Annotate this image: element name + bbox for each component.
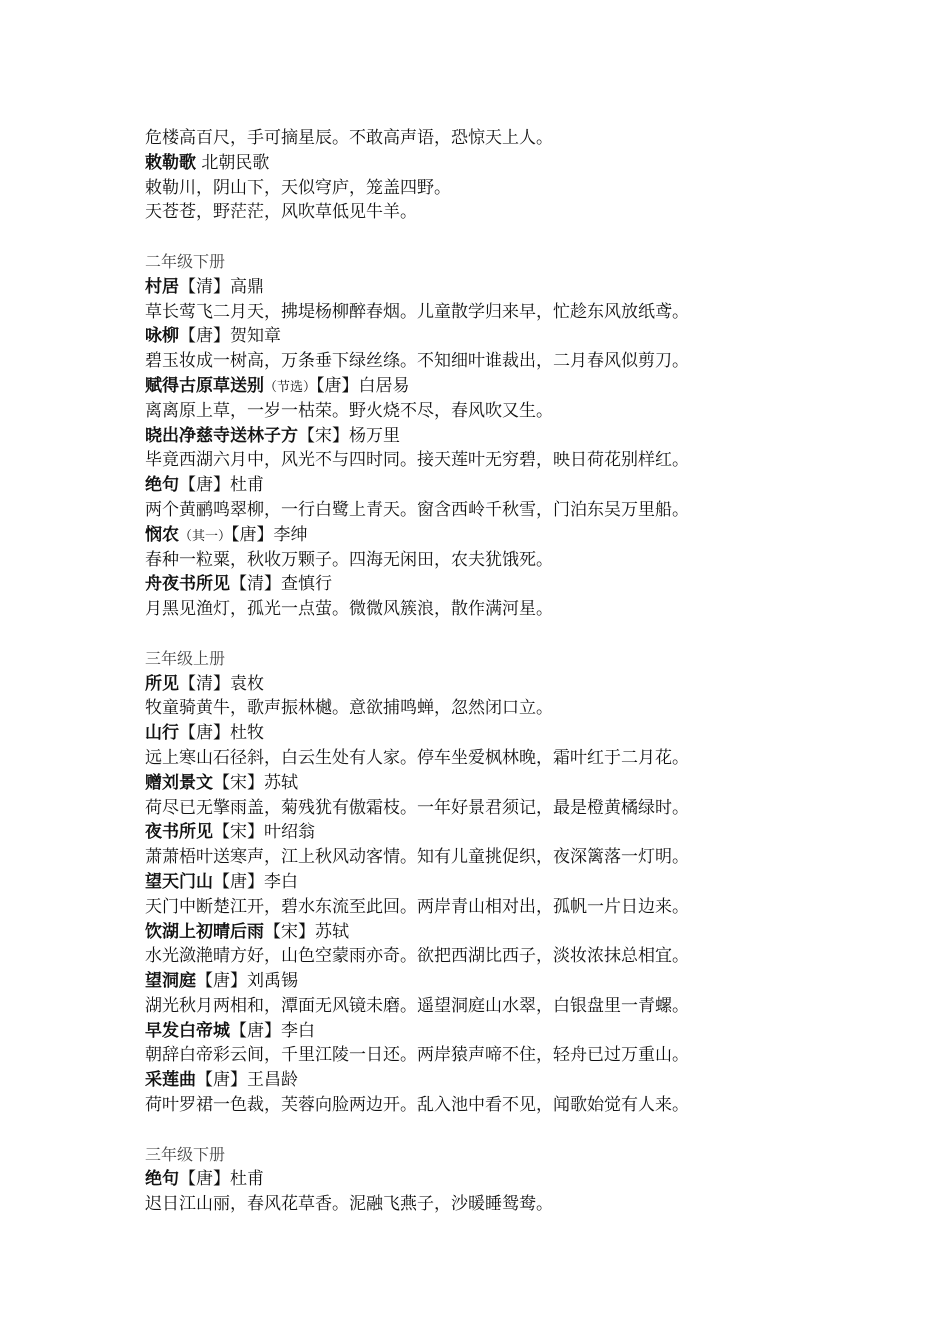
poem-author: 【唐】李白: [213, 871, 298, 892]
poem-heading: [145, 1019, 925, 1044]
grade-heading: 二年级下册: [145, 251, 226, 271]
poem-title: 早发白帝城: [145, 1020, 230, 1041]
poem-author: 【清】高鼎: [179, 276, 264, 297]
poem-heading: [145, 820, 925, 845]
poem-heading: [145, 771, 925, 796]
poem-heading: [145, 920, 925, 945]
poem-heading: [145, 151, 925, 176]
poem-title: 晓出净慈寺送林子方: [145, 425, 298, 446]
poem-title: 舟夜书所见: [145, 574, 230, 595]
poem-text-line: 毕竟西湖六月中，风光不与四时同。接天莲叶无穷碧，映日荷花别样红。: [145, 450, 689, 471]
poem-title: 所见: [145, 673, 179, 694]
poem-author: 【唐】白居易: [316, 375, 410, 396]
poem-title: 敕勒歌: [145, 152, 196, 173]
poem-author: 【清】袁枚: [179, 673, 264, 694]
poem-title: 饮湖上初晴后雨: [145, 921, 264, 942]
poem-heading: [145, 523, 925, 548]
poem-text-line: 朝辞白帝彩云间，千里江陵一日还。两岸猿声啼不住，轻舟已过万重山。: [145, 1045, 689, 1066]
poem-text-line: 危楼高百尺，手可摘星辰。不敢高声语，恐惊天上人。: [145, 128, 553, 148]
poem-text-line: 月黑见渔灯，孤光一点萤。微微风簇浪，散作满河星。: [145, 599, 553, 620]
poem-text-line: 敕勒川，阴山下，天似穹庐，笼盖四野。: [145, 177, 451, 198]
poem-text-line: 草长莺飞二月天，拂堤杨柳醉春烟。儿童散学归来早，忙趁东风放纸鸢。: [145, 301, 689, 322]
poem-author: 【唐】王昌龄: [196, 1070, 298, 1091]
poem-text-line: 牧童骑黄牛，歌声振林樾。意欲捕鸣蝉，忽然闭口立。: [145, 698, 553, 719]
poem-text-line: 碧玉妆成一树高，万条垂下绿丝绦。不知细叶谁裁出，二月春风似剪刀。: [145, 351, 689, 372]
section-spacer: [145, 225, 925, 250]
poem-title: 绝句: [145, 475, 179, 496]
poem-heading: [145, 275, 925, 300]
poem-text-line: 春种一粒粟，秋收万颗子。四海无闲田，农夫犹饿死。: [145, 549, 553, 570]
poem-author: 【宋】叶绍翁: [213, 822, 315, 843]
poem-list: [145, 126, 925, 1217]
poem-note: （节选）: [264, 379, 317, 395]
poem-author: 【宋】苏轼: [264, 921, 349, 942]
poem-title: 绝句: [145, 1169, 179, 1190]
poem-heading: [145, 324, 925, 349]
poem-title: 夜书所见: [145, 822, 213, 843]
poem-text-line: 迟日江山丽，春风花草香。泥融飞燕子，沙暖睡鸳鸯。: [145, 1194, 553, 1215]
poem-title: 赠刘景文: [145, 772, 213, 793]
poem-heading: [145, 1167, 925, 1192]
poem-text-line: 离离原上草，一岁一枯荣。野火烧不尽，春风吹又生。: [145, 400, 553, 421]
poem-author: 北朝民歌: [196, 152, 270, 173]
poem-author: 【唐】刘禹锡: [196, 971, 298, 992]
poem-text-line: 湖光秋月两相和，潭面无风镜未磨。遥望洞庭山水翠，白银盘里一青螺。: [145, 995, 689, 1016]
poem-text-line: 荷尽已无擎雨盖，菊残犹有傲霜枝。一年好景君须记，最是橙黄橘绿时。: [145, 797, 689, 818]
poem-author: 【唐】杜甫: [179, 1169, 264, 1190]
grade-heading: 三年级下册: [145, 1144, 226, 1164]
poem-text-line: 天门中断楚江开，碧水东流至此回。两岸青山相对出，孤帆一片日边来。: [145, 896, 689, 917]
poem-title: 望天门山: [145, 871, 213, 892]
poem-heading: [145, 870, 925, 895]
poem-author: 【唐】杜甫: [179, 475, 264, 496]
poem-author: 【宋】苏轼: [213, 772, 298, 793]
poem-text-line: 远上寒山石径斜，白云生处有人家。停车坐爱枫林晚，霜叶红于二月花。: [145, 747, 689, 768]
poem-author: 【唐】杜牧: [179, 723, 264, 744]
grade-sections: [145, 225, 925, 1217]
grade-heading: 三年级上册: [145, 648, 226, 668]
poem-note: （其一）: [179, 528, 232, 544]
poem-author: 【宋】杨万里: [298, 425, 400, 446]
poem-title: 咏柳: [145, 326, 179, 347]
poem-text-line: 两个黄鹂鸣翠柳，一行白鹭上青天。窗含西岭千秋雪，门泊东吴万里船。: [145, 499, 689, 520]
poem-text-line: 萧萧梧叶送寒声，江上秋风动客情。知有儿童挑促织，夜深篱落一灯明。: [145, 847, 689, 868]
poem-author: 【唐】李白: [230, 1020, 315, 1041]
poem-title: 赋得古原草送别: [145, 375, 264, 396]
poem-heading: [145, 1068, 925, 1093]
poem-title: 村居: [145, 276, 179, 297]
section-spacer: [145, 622, 925, 647]
poem-heading: [145, 721, 925, 746]
poem-text-line: 水光潋滟晴方好，山色空蒙雨亦奇。欲把西湖比西子，淡妆浓抹总相宜。: [145, 946, 689, 967]
poem-heading: [145, 969, 925, 994]
poem-heading: [145, 672, 925, 697]
poem-text-line: 天苍苍，野茫茫，风吹草低见牛羊。: [145, 202, 417, 223]
poem-author: 【唐】贺知章: [179, 326, 281, 347]
poem-title: 采莲曲: [145, 1070, 196, 1091]
poem-heading: [145, 374, 925, 399]
poem-title: 望洞庭: [145, 971, 196, 992]
poem-text-line: 荷叶罗裙一色裁，芙蓉向脸两边开。乱入池中看不见，闻歌始觉有人来。: [145, 1095, 689, 1116]
poem-title: 山行: [145, 723, 179, 744]
poem-heading: [145, 572, 925, 597]
poem-author: 【清】查慎行: [230, 574, 332, 595]
poem-heading: [145, 473, 925, 498]
poem-heading: [145, 424, 925, 449]
poem-author: 【唐】李绅: [231, 524, 308, 545]
poem-title: 悯农: [145, 524, 179, 545]
section-spacer: [145, 1118, 925, 1143]
